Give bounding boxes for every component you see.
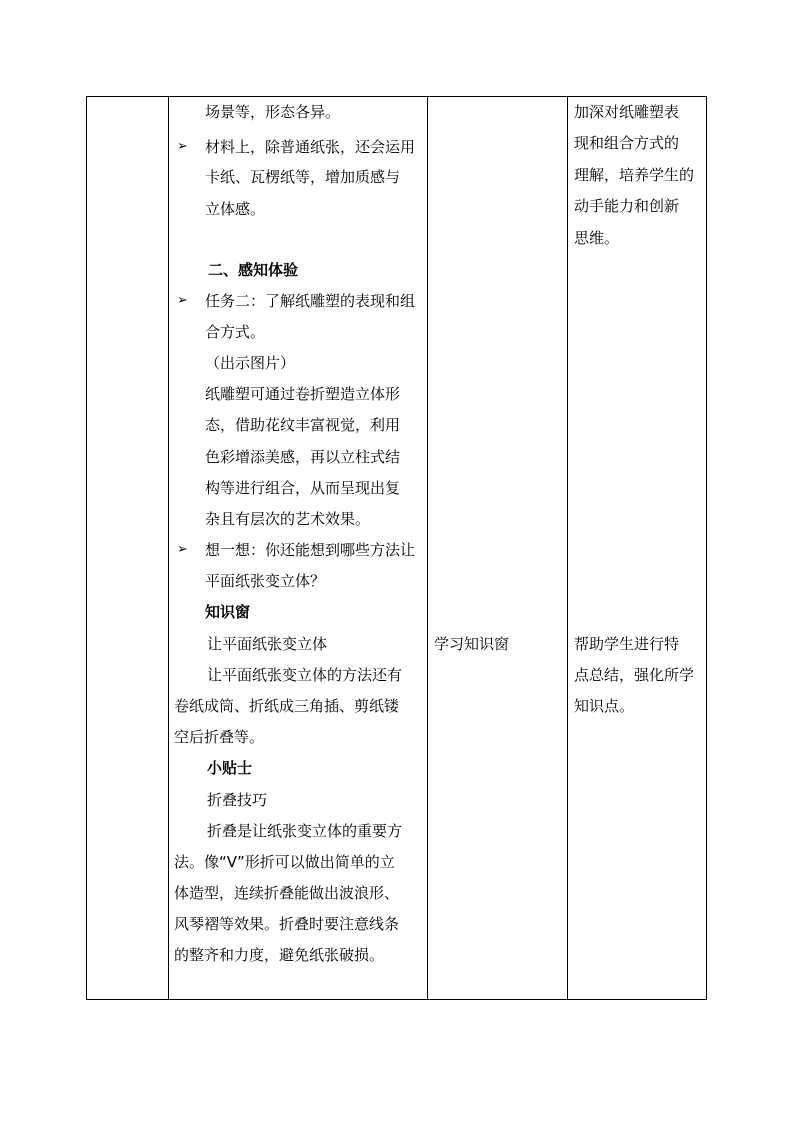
content-line: 风琴褶等效果。折叠时要注意线条 (174, 915, 400, 933)
section-heading: 二、感知体验 (208, 261, 299, 279)
content-line: 折叠是让纸张变立体的重要方 (207, 822, 403, 840)
tips-title: 小贴士 (207, 759, 253, 777)
purpose-line: 理解，培养学生的 (574, 166, 695, 184)
content-line: 立体感。 (205, 200, 266, 218)
content-line: 平面纸张变立体？ (205, 572, 326, 590)
content-line: 的整齐和力度，避免纸张破损。 (174, 946, 385, 964)
content-line: 想一想：你还能想到哪些方法让 (205, 541, 416, 559)
content-line: 杂且有层次的艺术效果。 (205, 510, 371, 528)
content-line: 合方式。 (205, 323, 266, 341)
content-line: 场景等，形态各异。 (205, 103, 341, 121)
content-line: 纸雕塑可通过卷折塑造立体形 (205, 385, 401, 403)
content-line: 色彩增添美感，再以立柱式结 (205, 448, 401, 466)
content-line: 态，借助花纹丰富视觉，利用 (205, 416, 401, 434)
purpose-line: 帮助学生进行特 (574, 635, 680, 653)
content-line: 材料上，除普通纸张，还会运用 (205, 138, 416, 156)
content-line: 卷纸成筒、折纸成三角插、剪纸镂 (174, 697, 400, 715)
content-line: 卡纸、瓦楞纸等，增加质感与 (205, 168, 401, 186)
purpose-line: 知识点。 (574, 697, 635, 715)
content-line: 折叠技巧 (207, 791, 268, 809)
content-line: 空后折叠等。 (174, 728, 265, 746)
content-line: 体造型，连续折叠能做出波浪形、 (174, 884, 400, 902)
content-line: 让平面纸张变立体 (207, 635, 328, 653)
content-line: 法。像“V”形折可以做出简单的立 (174, 853, 395, 871)
purpose-line: 现和组合方式的 (574, 134, 680, 152)
knowledge-title: 知识窗 (205, 603, 251, 621)
purpose-line: 思维。 (574, 229, 620, 247)
content-line: 让平面纸张变立体的方法还有 (207, 666, 403, 684)
activity-text: 学习知识窗 (434, 635, 510, 653)
arrow-bullet-icon: ➢ (177, 139, 188, 154)
column-divider (427, 96, 428, 1000)
column-divider (168, 96, 169, 1000)
purpose-line: 加深对纸雕塑表 (574, 103, 680, 121)
content-line: （出示图片） (205, 354, 296, 372)
content-line: 构等进行组合，从而呈现出复 (205, 479, 401, 497)
arrow-bullet-icon: ➢ (177, 293, 188, 308)
column-divider (567, 96, 568, 1000)
purpose-line: 动手能力和创新 (574, 197, 680, 215)
content-line: 任务二：了解纸雕塑的表现和组 (205, 292, 416, 310)
arrow-bullet-icon: ➢ (177, 542, 188, 557)
purpose-line: 点总结，强化所学 (574, 666, 695, 684)
